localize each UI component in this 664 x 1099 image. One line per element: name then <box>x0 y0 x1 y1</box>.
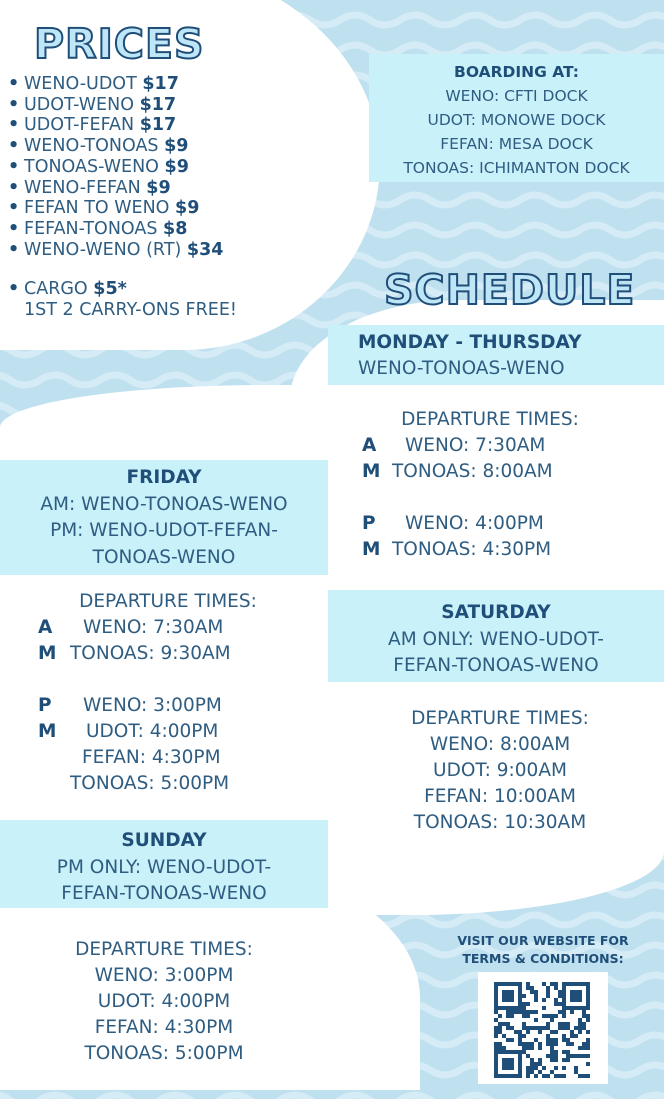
departure-time: WENO: 7:30AM <box>405 435 546 456</box>
sunday-departures <box>14 937 314 1067</box>
sunday-route: PM ONLY: WENO-UDOT- <box>56 856 272 878</box>
saturday-route: AM ONLY: WENO-UDOT- <box>388 628 604 650</box>
prices-title: PRICES <box>34 20 205 68</box>
boarding-line: UDOT: MONOWE DOCK <box>427 111 606 129</box>
departure-time: WENO: 3:00PM <box>83 695 222 716</box>
cargo-label: CARGO <box>24 279 88 299</box>
am-letter: A <box>362 435 377 456</box>
saturday-heading: SATURDAY <box>441 602 551 623</box>
mon-thu-route: WENO-TONOAS-WENO <box>358 358 565 379</box>
mon-thu-heading: MONDAY - THURSDAY <box>358 332 582 353</box>
price-item: • FEFAN-TONOAS $8 <box>8 218 188 239</box>
saturday-departures <box>350 706 650 836</box>
departure-time: FEFAN: 10:00AM <box>424 786 576 807</box>
am-letter: M <box>38 643 57 664</box>
boarding-line: FEFAN: MESA DOCK <box>440 135 593 153</box>
price-item: • TONOAS-WENO $9 <box>8 156 189 177</box>
schedule-title: SCHEDULE <box>384 266 636 314</box>
friday-departures <box>36 589 300 797</box>
departure-time: UDOT: 9:00AM <box>433 760 567 781</box>
price-item: • WENO-TONOAS $9 <box>8 136 189 157</box>
price-item: • WENO-FEFAN $9 <box>8 177 171 198</box>
departure-label: DEPARTURE TIMES: <box>75 939 253 960</box>
price-item: • UDOT-WENO $17 <box>8 94 177 115</box>
price-item: • WENO-WENO (RT) $34 <box>8 239 224 260</box>
cargo-price: $5* <box>93 279 127 299</box>
departure-time: TONOAS: 5:00PM <box>70 773 230 794</box>
boarding-panel <box>369 54 664 182</box>
departure-time: TONOAS: 8:00AM <box>392 461 553 482</box>
departure-time: TONOAS: 10:30AM <box>413 812 587 833</box>
departure-label: DEPARTURE TIMES: <box>411 708 589 729</box>
cargo-info: • CARGO $5* 1ST 2 CARRY-ONS FREE! <box>8 279 237 320</box>
am-letter: A <box>38 617 53 638</box>
pm-letter: P <box>362 513 376 534</box>
friday-heading: FRIDAY <box>126 467 202 488</box>
mon-thu-band <box>328 325 664 385</box>
pm-letter: P <box>38 695 52 716</box>
saturday-band <box>328 590 664 682</box>
departure-time: UDOT: 4:00PM <box>97 991 231 1012</box>
friday-route: TONOAS-WENO <box>92 546 236 568</box>
sunday-band <box>0 820 328 908</box>
price-item: • UDOT-FEFAN $17 <box>8 115 177 136</box>
pm-letter: M <box>38 721 57 742</box>
departure-time: FEFAN: 4:30PM <box>94 1017 234 1038</box>
friday-band <box>0 460 328 575</box>
boarding-line: WENO: CFTI DOCK <box>445 87 588 105</box>
departure-time: FEFAN: 4:30PM <box>82 747 221 768</box>
price-list <box>8 74 223 260</box>
boarding-line: TONOAS: ICHIMANTON DOCK <box>403 159 630 177</box>
boarding-heading: BOARDING AT: <box>454 63 579 81</box>
departure-time: WENO: 4:00PM <box>405 513 544 534</box>
friday-route: PM: WENO-UDOT-FEFAN- <box>50 520 278 541</box>
website-line: VISIT OUR WEBSITE FOR <box>457 933 629 948</box>
friday-route: AM: WENO-TONOAS-WENO <box>40 493 288 515</box>
saturday-route: FEFAN-TONOAS-WENO <box>393 655 599 676</box>
am-letter: M <box>362 461 381 482</box>
departure-time: WENO: 3:00PM <box>94 965 234 986</box>
sunday-heading: SUNDAY <box>121 830 207 851</box>
departure-label: DEPARTURE TIMES: <box>401 409 579 430</box>
mon-thu-departures <box>360 407 620 563</box>
pm-letter: M <box>362 539 381 560</box>
website-line: TERMS & CONDITIONS: <box>462 951 624 966</box>
price-item: • FEFAN TO WENO $9 <box>8 198 200 219</box>
price-item: • WENO-UDOT $17 <box>8 74 179 94</box>
carry-on-note: 1ST 2 CARRY-ONS FREE! <box>24 300 237 320</box>
departure-time: UDOT: 4:00PM <box>86 721 219 742</box>
website-note <box>430 932 656 968</box>
departure-time: TONOAS: 9:30AM <box>70 643 231 664</box>
departure-time: WENO: 8:00AM <box>429 734 571 755</box>
sunday-route: FEFAN-TONOAS-WENO <box>61 883 267 904</box>
departure-time: WENO: 7:30AM <box>83 617 224 638</box>
qr-code-icon[interactable] <box>478 972 608 1084</box>
departure-time: TONOAS: 4:30PM <box>392 539 552 560</box>
departure-time: TONOAS: 5:00PM <box>84 1043 244 1064</box>
departure-label: DEPARTURE TIMES: <box>79 591 257 612</box>
